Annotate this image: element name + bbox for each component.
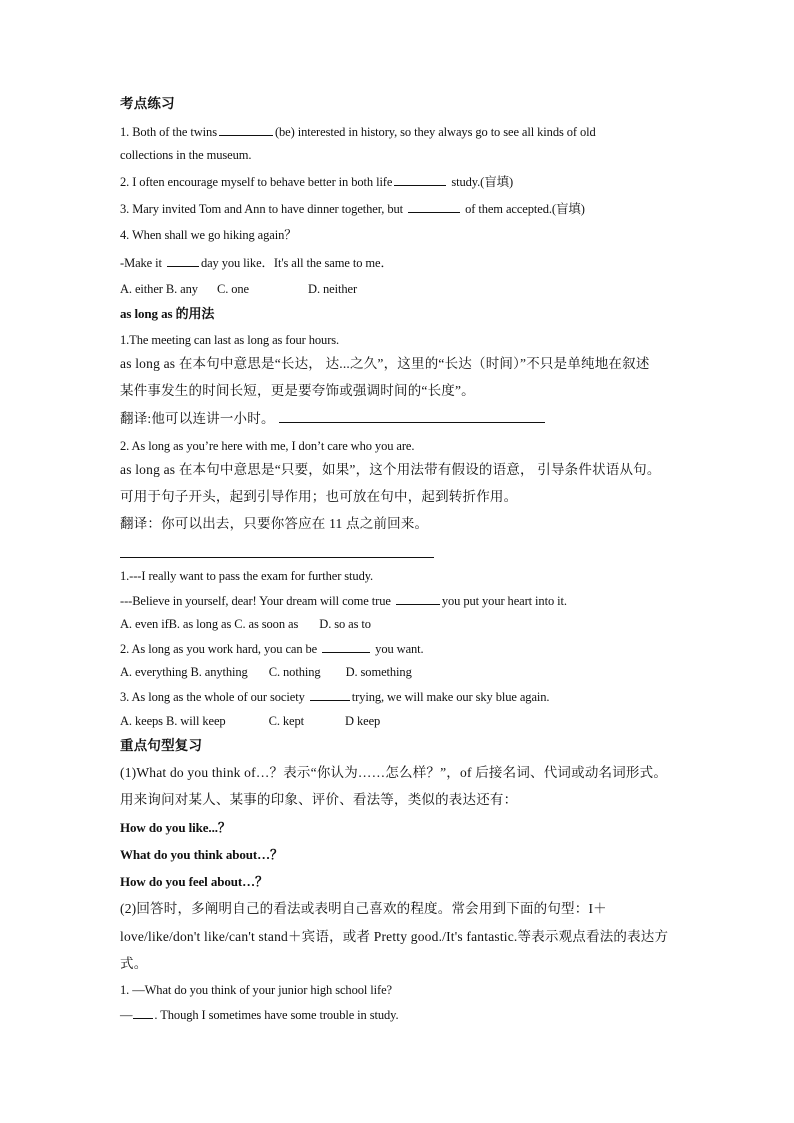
- section-heading-exam-practice: 考点练习: [120, 96, 175, 111]
- final-exercise-answer: [120, 1006, 399, 1023]
- explanation-2-line-1: as long as 在本句中意思是“只要，如果”，这个用法带有假设的语意， 引导条件状语从句。: [120, 462, 661, 477]
- pattern-1-line-1: (1)What do you think of…？表示“你认为……怎么样？”，of 后接名词、代词或动名词形式。: [120, 765, 668, 780]
- question-1-text-b: (be) interested in history, so they always go to see all kinds of old: [274, 125, 596, 139]
- section-heading-key-patterns: 重点句型复习: [120, 738, 203, 753]
- question-3-text-a: 3. Mary invited Tom and Ann to have dinner together, but: [120, 202, 404, 216]
- option-d: D. so as to: [319, 617, 371, 631]
- pattern-2-line-1: (2)回答时，多阐明自己的看法或表明自己喜欢的程度。常会用到下面的句型：I＋: [120, 901, 607, 916]
- question-1-line-2: collections in the museum.: [120, 148, 252, 162]
- explanation-2-line-2: 可用于句子开头，起到引导作用；也可放在句中，起到转折作用。: [120, 489, 518, 504]
- question-1-line-1: [120, 123, 596, 140]
- exercise-1-options: [120, 616, 371, 632]
- answer-line[interactable]: [120, 557, 434, 558]
- example-sentence-1: 1.The meeting can last as long as four hours.: [120, 333, 340, 347]
- option-b: B. anything: [190, 665, 248, 679]
- exercise-1-line-1: 1.---I really want to pass the exam for further study.: [120, 569, 374, 583]
- explanation-1-line-2: 某件事发生的时间长短，更是要夸饰或强调时间的“长度”。: [120, 383, 475, 398]
- answer-blank[interactable]: [310, 688, 350, 701]
- option-c: C. nothing: [268, 665, 321, 679]
- option-b: B. any: [165, 282, 198, 296]
- question-4-answer: [120, 254, 393, 271]
- question-2: [120, 173, 513, 190]
- exercise-2-text-b: you want.: [375, 642, 424, 656]
- pattern-1-line-2: 用来询问对某人、某事的印象、评价、看法等，类似的表达还有：: [120, 792, 518, 807]
- pattern-example-2: What do you think about…？: [120, 847, 283, 862]
- answer-blank[interactable]: [408, 200, 460, 213]
- option-d: D. something: [345, 665, 412, 679]
- final-exercise-dash: —: [120, 1008, 133, 1022]
- example-sentence-2: 2. As long as you’re here with me, I don’t care who you are.: [120, 439, 415, 453]
- question-2-text-b: study.(盲填): [451, 175, 514, 189]
- exercise-3: [120, 688, 549, 705]
- answer-blank[interactable]: [322, 640, 370, 653]
- final-exercise-text: . Though I sometimes have some trouble in study.: [154, 1008, 399, 1022]
- pattern-2-line-2: love/like/don't like/can't stand＋宾语，或者 Pretty good./It's fantastic.等表示观点看法的表达方: [120, 929, 669, 944]
- option-b: B. will keep: [165, 714, 226, 728]
- question-4-answer-text-b: day you like．It's all the same to me．: [200, 256, 393, 270]
- answer-blank[interactable]: [394, 173, 446, 186]
- answer-blank[interactable]: [279, 410, 545, 423]
- option-a: A. everything: [120, 665, 188, 679]
- explanation-1-line-1: as long as 在本句中意思是“长达， 达...之久”，这里的“长达（时间）”不只是单纯地在叙述: [120, 356, 650, 371]
- question-4-answer-text-a: -Make it: [120, 256, 162, 270]
- exercise-3-text-a: 3. As long as the whole of our society: [120, 690, 305, 704]
- exercise-1-text-b: you put your heart into it.: [441, 594, 567, 608]
- translation-1: [120, 410, 547, 427]
- pattern-example-1: How do you like...？: [120, 820, 231, 835]
- final-exercise-question: 1. —What do you think of your junior high school life?: [120, 983, 392, 997]
- option-d: D. neither: [308, 282, 358, 296]
- question-4: 4. When shall we go hiking again？: [120, 228, 297, 242]
- exercise-1-line-2: [120, 592, 567, 609]
- translation-2: 翻译：你可以出去，只要你答应在 11 点之前回来。: [120, 516, 429, 531]
- exercise-2-text-a: 2. As long as you work hard, you can be: [120, 642, 318, 656]
- answer-blank[interactable]: [396, 592, 440, 605]
- question-1-text-a: 1. Both of the twins: [120, 125, 217, 139]
- exercise-2-options: [120, 664, 412, 680]
- exercise-3-options: [120, 713, 380, 729]
- answer-blank[interactable]: [133, 1006, 153, 1019]
- question-2-text-a: 2. I often encourage myself to behave better in both life: [120, 175, 393, 189]
- translation-1-prompt: 翻译:他可以连讲一小时。: [120, 411, 275, 426]
- question-3: [120, 200, 585, 217]
- pattern-2-line-3: 式。: [120, 956, 148, 971]
- answer-blank[interactable]: [219, 123, 273, 136]
- exercise-3-text-b: trying, we will make our sky blue again.: [351, 690, 550, 704]
- option-a: A. either: [120, 282, 163, 296]
- pattern-example-3: How do you feel about…？: [120, 874, 268, 889]
- option-abc: A. even ifB. as long as C. as soon as: [120, 617, 299, 631]
- exercise-2: [120, 640, 424, 657]
- option-c: C. one: [216, 282, 249, 296]
- option-d: D keep: [345, 714, 381, 728]
- answer-blank[interactable]: [167, 254, 199, 267]
- exercise-1-text-a: ---Believe in yourself, dear! Your dream will come true: [120, 594, 391, 608]
- option-a: A. keeps: [120, 714, 163, 728]
- option-c: C. kept: [268, 714, 304, 728]
- question-4-options: [120, 281, 357, 297]
- question-3-text-b: of them accepted.(盲填): [465, 202, 585, 216]
- section-heading-as-long-as: as long as 的用法: [120, 306, 215, 321]
